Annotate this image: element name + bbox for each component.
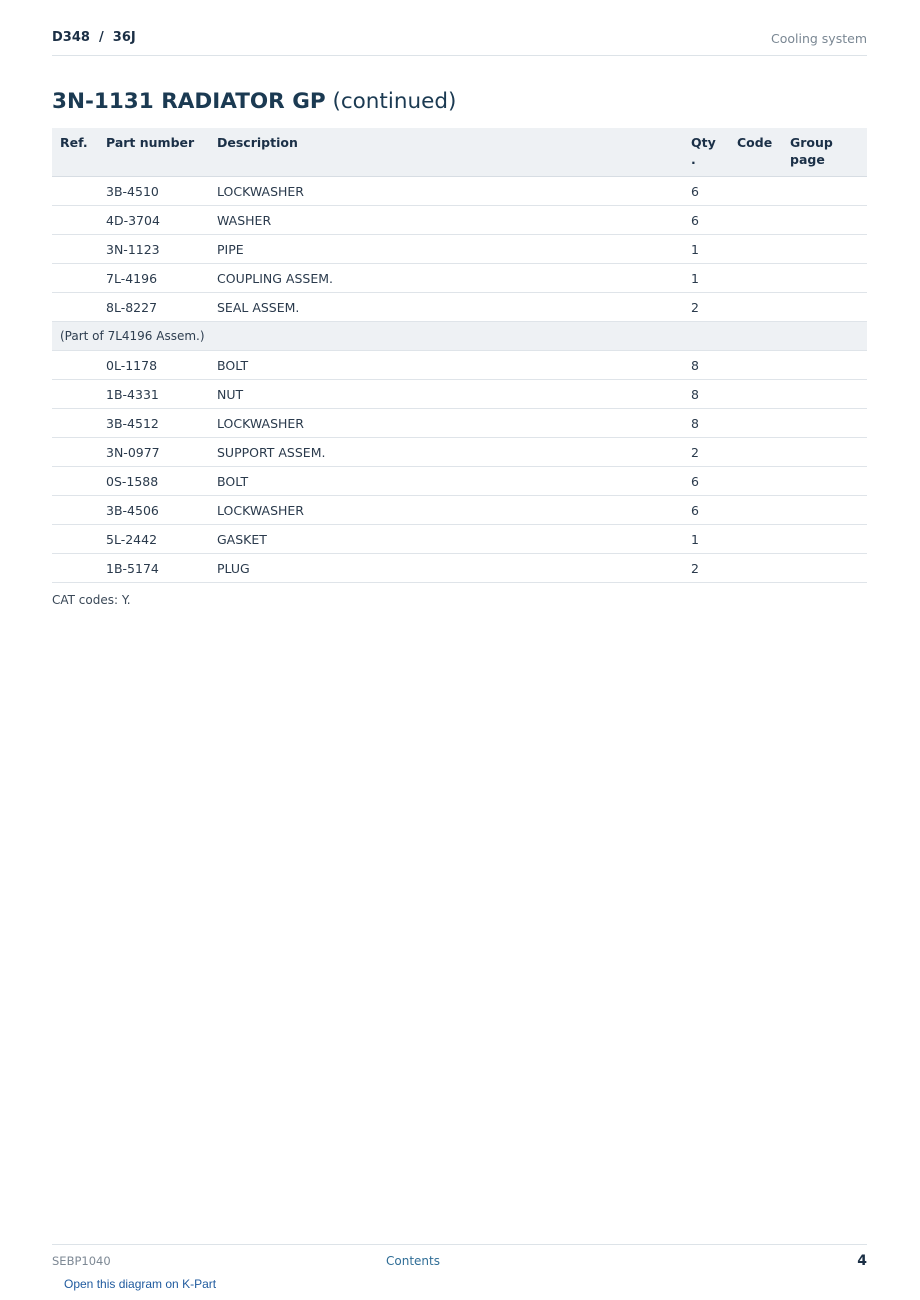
row-part-number: 7L-4196 bbox=[106, 264, 217, 293]
col-part-number: Part number bbox=[106, 128, 217, 177]
table-row bbox=[52, 206, 867, 235]
row-group-page bbox=[790, 264, 867, 293]
col-ref: Ref. bbox=[52, 128, 106, 177]
row-part-number: 3B-4512 bbox=[106, 409, 217, 438]
row-code bbox=[737, 293, 790, 322]
row-ref bbox=[52, 525, 106, 554]
row-group-page bbox=[790, 438, 867, 467]
row-qty: 6 bbox=[691, 177, 737, 206]
row-ref bbox=[52, 264, 106, 293]
row-description: WASHER bbox=[217, 206, 691, 235]
row-group-page bbox=[790, 380, 867, 409]
row-description: SEAL ASSEM. bbox=[217, 293, 691, 322]
table-row bbox=[52, 409, 867, 438]
table-row bbox=[52, 467, 867, 496]
row-description: LOCKWASHER bbox=[217, 496, 691, 525]
row-code bbox=[737, 264, 790, 293]
table-row bbox=[52, 177, 867, 206]
table-body bbox=[52, 177, 867, 583]
cat-codes: CAT codes: Y. bbox=[52, 593, 131, 607]
row-group-page bbox=[790, 467, 867, 496]
row-ref bbox=[52, 496, 106, 525]
title-suffix: (continued) bbox=[325, 89, 457, 114]
row-code bbox=[737, 496, 790, 525]
row-part-number: 3B-4510 bbox=[106, 177, 217, 206]
table-header-row bbox=[52, 128, 867, 177]
row-description: LOCKWASHER bbox=[217, 409, 691, 438]
row-code bbox=[737, 525, 790, 554]
row-part-number: 3B-4506 bbox=[106, 496, 217, 525]
page-header bbox=[52, 28, 867, 56]
row-group-page bbox=[790, 206, 867, 235]
parts-table bbox=[52, 128, 867, 583]
row-code bbox=[737, 206, 790, 235]
row-description: PIPE bbox=[217, 235, 691, 264]
contents-link[interactable]: Contents bbox=[386, 1254, 440, 1268]
assembly-name: 3N-1131 RADIATOR GP bbox=[52, 89, 326, 114]
row-part-number: 1B-5174 bbox=[106, 554, 217, 583]
row-ref bbox=[52, 177, 106, 206]
page-footer bbox=[52, 1244, 867, 1269]
row-qty: 6 bbox=[691, 496, 737, 525]
row-qty: 8 bbox=[691, 351, 737, 380]
row-ref bbox=[52, 467, 106, 496]
row-qty: 8 bbox=[691, 409, 737, 438]
col-description: Description bbox=[217, 128, 691, 177]
row-group-page bbox=[790, 235, 867, 264]
row-qty: 1 bbox=[691, 525, 737, 554]
row-group-page bbox=[790, 177, 867, 206]
row-qty: 1 bbox=[691, 235, 737, 264]
row-description: BOLT bbox=[217, 467, 691, 496]
table-row bbox=[52, 235, 867, 264]
row-part-number: 0S-1588 bbox=[106, 467, 217, 496]
row-qty: 6 bbox=[691, 206, 737, 235]
assembly-note: (Part of 7L4196 Assem.) bbox=[52, 322, 867, 351]
row-qty: 8 bbox=[691, 380, 737, 409]
row-ref bbox=[52, 235, 106, 264]
row-part-number: 3N-1123 bbox=[106, 235, 217, 264]
row-group-page bbox=[790, 554, 867, 583]
row-ref bbox=[52, 554, 106, 583]
kpart-link[interactable]: Open this diagram on K-Part bbox=[64, 1277, 217, 1291]
table-row bbox=[52, 264, 867, 293]
row-description: LOCKWASHER bbox=[217, 177, 691, 206]
row-group-page bbox=[790, 409, 867, 438]
row-description: NUT bbox=[217, 380, 691, 409]
row-code bbox=[737, 554, 790, 583]
row-qty: 2 bbox=[691, 293, 737, 322]
row-part-number: 3N-0977 bbox=[106, 438, 217, 467]
row-code bbox=[737, 467, 790, 496]
col-qty: Qty . bbox=[691, 128, 737, 177]
row-ref bbox=[52, 409, 106, 438]
row-description: SUPPORT ASSEM. bbox=[217, 438, 691, 467]
table-row bbox=[52, 351, 867, 380]
section-label: Cooling system bbox=[771, 31, 867, 46]
table-row bbox=[52, 496, 867, 525]
row-part-number: 1B-4331 bbox=[106, 380, 217, 409]
assembly-note-row bbox=[52, 322, 867, 351]
document-id: SEBP1040 bbox=[52, 1254, 111, 1268]
row-group-page bbox=[790, 496, 867, 525]
row-qty: 2 bbox=[691, 554, 737, 583]
row-code bbox=[737, 380, 790, 409]
row-description: GASKET bbox=[217, 525, 691, 554]
table-row bbox=[52, 380, 867, 409]
table-row bbox=[52, 438, 867, 467]
row-group-page bbox=[790, 351, 867, 380]
page-number: 4 bbox=[857, 1253, 867, 1269]
row-description: COUPLING ASSEM. bbox=[217, 264, 691, 293]
row-code bbox=[737, 177, 790, 206]
row-ref bbox=[52, 438, 106, 467]
table-row bbox=[52, 525, 867, 554]
col-code: Code bbox=[737, 128, 790, 177]
col-group-page: Group page bbox=[790, 128, 867, 177]
row-code bbox=[737, 438, 790, 467]
row-ref bbox=[52, 380, 106, 409]
row-part-number: 5L-2442 bbox=[106, 525, 217, 554]
row-part-number: 8L-8227 bbox=[106, 293, 217, 322]
table-row bbox=[52, 293, 867, 322]
page-title bbox=[52, 89, 456, 114]
row-group-page bbox=[790, 293, 867, 322]
row-ref bbox=[52, 206, 106, 235]
row-part-number: 0L-1178 bbox=[106, 351, 217, 380]
row-ref bbox=[52, 351, 106, 380]
row-qty: 2 bbox=[691, 438, 737, 467]
row-qty: 1 bbox=[691, 264, 737, 293]
row-code bbox=[737, 235, 790, 264]
model-label: D348 / 36J bbox=[52, 30, 136, 45]
row-description: BOLT bbox=[217, 351, 691, 380]
row-qty: 6 bbox=[691, 467, 737, 496]
row-ref bbox=[52, 293, 106, 322]
row-part-number: 4D-3704 bbox=[106, 206, 217, 235]
row-group-page bbox=[790, 525, 867, 554]
row-code bbox=[737, 351, 790, 380]
table-row bbox=[52, 554, 867, 583]
row-description: PLUG bbox=[217, 554, 691, 583]
row-code bbox=[737, 409, 790, 438]
